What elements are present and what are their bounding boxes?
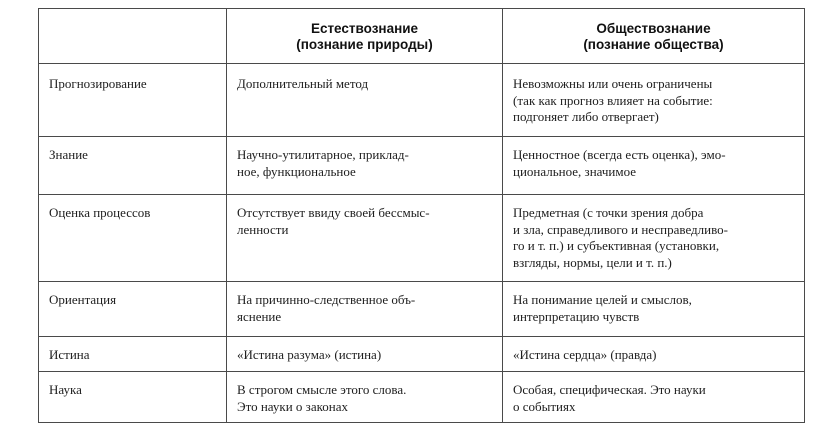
cell-text: На понимание целей и смыслов, bbox=[513, 292, 692, 307]
cell-text: Предметная (с точки зрения добра bbox=[513, 205, 704, 220]
cell-text: Невозможны или очень ограничены bbox=[513, 76, 713, 91]
table-row bbox=[39, 337, 805, 372]
table-row bbox=[39, 372, 805, 423]
aspect-cell bbox=[39, 372, 227, 423]
natural-cell bbox=[227, 372, 503, 423]
cell-text: Знание bbox=[49, 147, 88, 162]
header-row bbox=[39, 9, 805, 64]
aspect-cell bbox=[39, 337, 227, 372]
comparison-table bbox=[38, 8, 805, 423]
cell-text: интерпретацию чувств bbox=[513, 308, 640, 324]
cell-text: На причинно-следственное объ- bbox=[237, 292, 416, 307]
cell-text: Наука bbox=[49, 382, 82, 397]
aspect-cell bbox=[39, 137, 227, 195]
cell-text: подгоняет либо отвергает) bbox=[513, 109, 659, 124]
natural-cell bbox=[227, 137, 503, 195]
comparison-table-container bbox=[38, 8, 804, 423]
header-natural-science bbox=[227, 9, 503, 64]
header-natural-subtitle: (познание природы) bbox=[296, 37, 433, 52]
cell-text: Дополнительный метод bbox=[237, 76, 369, 91]
social-cell bbox=[503, 282, 805, 337]
cell-text: В строгом смысле этого слова. bbox=[237, 382, 407, 397]
table-row bbox=[39, 195, 805, 282]
natural-cell bbox=[227, 195, 503, 282]
cell-text: Научно-утилитарное, приклад- bbox=[237, 147, 409, 162]
table-row bbox=[39, 64, 805, 137]
social-cell bbox=[503, 137, 805, 195]
table-row bbox=[39, 137, 805, 195]
aspect-cell bbox=[39, 195, 227, 282]
social-cell bbox=[503, 64, 805, 137]
cell-text: Оценка процессов bbox=[49, 205, 151, 220]
cell-text: (так как прогноз влияет на событие: bbox=[513, 92, 713, 108]
cell-text: Ориентация bbox=[49, 292, 117, 307]
cell-text: «Истина разума» (истина) bbox=[237, 347, 382, 362]
social-cell bbox=[503, 195, 805, 282]
natural-cell bbox=[227, 337, 503, 372]
social-cell bbox=[503, 372, 805, 423]
cell-text: взгляды, нормы, цели и т. п.) bbox=[513, 254, 672, 270]
header-social-science bbox=[503, 9, 805, 64]
aspect-cell bbox=[39, 282, 227, 337]
cell-text: циональное, значимое bbox=[513, 163, 637, 179]
header-empty-cell bbox=[39, 9, 227, 64]
cell-text: и зла, справедливого и несправедливо- bbox=[513, 221, 728, 237]
cell-text: Ценностное (всегда есть оценка), эмо- bbox=[513, 147, 726, 162]
cell-text: Прогнозирование bbox=[49, 76, 147, 91]
cell-text: Истина bbox=[49, 347, 90, 362]
cell-text: ное, функциональное bbox=[237, 163, 356, 179]
header-natural-title: Естествознание bbox=[310, 21, 419, 36]
aspect-cell bbox=[39, 64, 227, 137]
cell-text: го и т. п.) и субъективная (установки, bbox=[513, 238, 720, 253]
natural-cell bbox=[227, 282, 503, 337]
cell-text: Особая, специфическая. Это науки bbox=[513, 382, 706, 397]
table-row bbox=[39, 282, 805, 337]
cell-text: Это науки о законах bbox=[237, 398, 348, 414]
natural-cell bbox=[227, 64, 503, 137]
cell-text: яснение bbox=[237, 308, 282, 324]
social-cell bbox=[503, 337, 805, 372]
header-social-title: Обществознание bbox=[596, 21, 711, 36]
cell-text: «Истина сердца» (правда) bbox=[513, 347, 657, 362]
cell-text: Отсутствует ввиду своей бессмыс- bbox=[237, 205, 430, 220]
header-social-subtitle: (познание общества) bbox=[583, 37, 724, 52]
cell-text: о событиях bbox=[513, 398, 576, 414]
cell-text: ленности bbox=[237, 221, 289, 237]
